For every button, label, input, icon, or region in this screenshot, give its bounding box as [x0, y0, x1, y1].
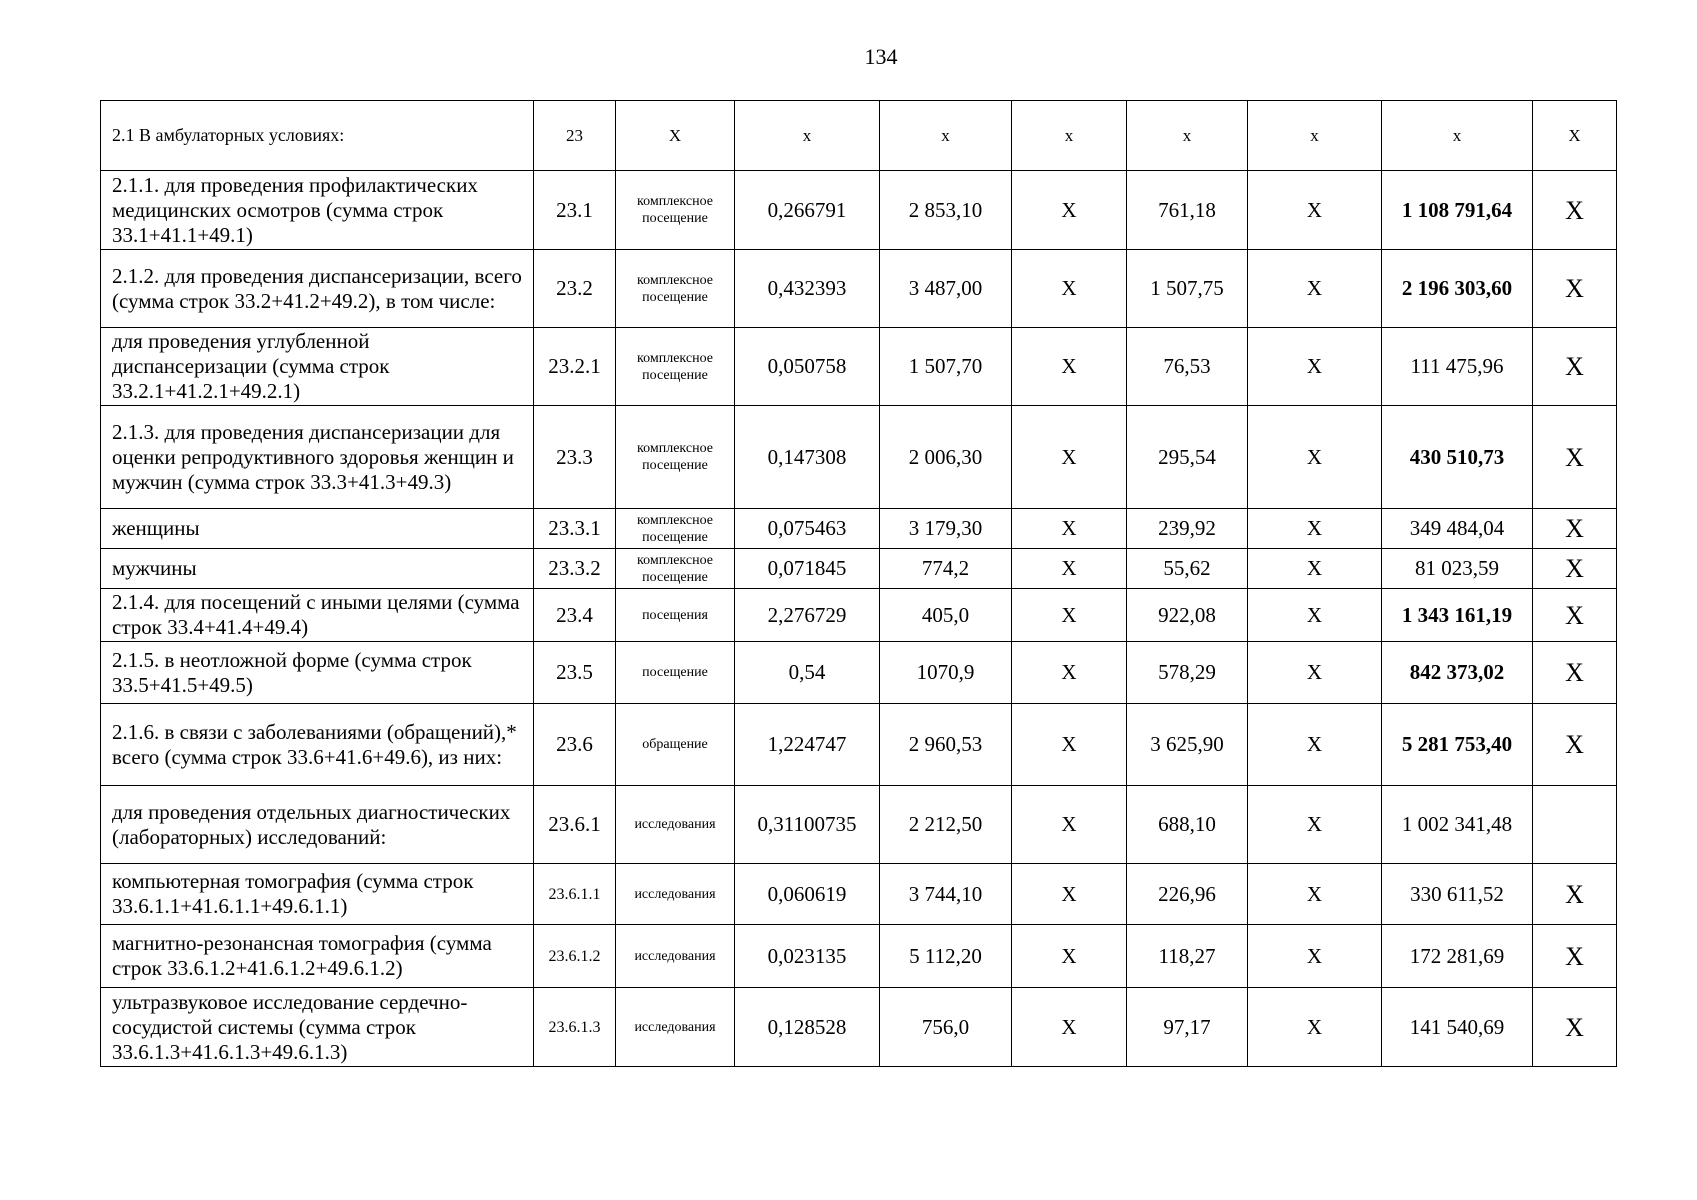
row-budget-per-capita: Х	[1012, 786, 1127, 864]
row-volume: 0,54	[735, 642, 880, 704]
row-budget-total: Х	[1248, 250, 1382, 328]
row-oms-per-capita: 76,53	[1127, 328, 1248, 406]
row-budget-total: Х	[1248, 549, 1382, 589]
row-unit: Х	[616, 101, 735, 171]
table-row	[101, 786, 1617, 864]
row-volume: 0,128528	[735, 988, 880, 1067]
row-oms-total: 349 484,04	[1382, 509, 1533, 549]
row-share	[1533, 786, 1617, 864]
row-oms-per-capita: 295,54	[1127, 406, 1248, 509]
row-share: Х	[1533, 642, 1617, 704]
row-volume: х	[735, 101, 880, 171]
row-code: 23.3.1	[534, 509, 616, 549]
row-code: 23.3	[534, 406, 616, 509]
table-row	[101, 589, 1617, 642]
page-number: 134	[864, 44, 898, 69]
row-oms-total: 1 002 341,48	[1382, 786, 1533, 864]
table-row	[101, 101, 1617, 171]
row-budget-total: Х	[1248, 925, 1382, 988]
row-oms-total: х	[1382, 101, 1533, 171]
row-cost: 774,2	[880, 549, 1012, 589]
row-budget-per-capita: Х	[1012, 988, 1127, 1067]
row-budget-total: Х	[1248, 988, 1382, 1067]
row-cost: 405,0	[880, 589, 1012, 642]
row-cost: 2 006,30	[880, 406, 1012, 509]
row-oms-total: 330 611,52	[1382, 864, 1533, 925]
row-cost: 3 744,10	[880, 864, 1012, 925]
row-volume: 0,071845	[735, 549, 880, 589]
financing-table	[100, 100, 1617, 1067]
row-oms-per-capita: 118,27	[1127, 925, 1248, 988]
row-code: 23.6.1.3	[534, 988, 616, 1067]
table-row	[101, 406, 1617, 509]
row-budget-per-capita: Х	[1012, 509, 1127, 549]
row-code: 23	[534, 101, 616, 171]
row-unit: исследования	[616, 925, 735, 988]
row-volume: 1,224747	[735, 704, 880, 786]
row-code: 23.2.1	[534, 328, 616, 406]
table-row	[101, 549, 1617, 589]
row-oms-per-capita: х	[1127, 101, 1248, 171]
row-budget-total: Х	[1248, 642, 1382, 704]
row-volume: 0,023135	[735, 925, 880, 988]
row-oms-total: 5 281 753,40	[1382, 704, 1533, 786]
row-cost: 3 179,30	[880, 509, 1012, 549]
row-code: 23.1	[534, 171, 616, 250]
row-oms-total: 430 510,73	[1382, 406, 1533, 509]
row-share: Х	[1533, 509, 1617, 549]
row-unit: комплексное посещение	[616, 406, 735, 509]
row-cost: 3 487,00	[880, 250, 1012, 328]
row-oms-total: 1 108 791,64	[1382, 171, 1533, 250]
row-code: 23.4	[534, 589, 616, 642]
row-oms-total: 172 281,69	[1382, 925, 1533, 988]
row-share: Х	[1533, 988, 1617, 1067]
row-description: для проведения углубленной диспансеризации (сумма строк 33.2.1+41.2.1+49.2.1)	[101, 328, 534, 406]
row-description: 2.1 В амбулаторных условиях:	[101, 101, 534, 171]
row-volume: 0,060619	[735, 864, 880, 925]
row-budget-per-capita: Х	[1012, 589, 1127, 642]
row-code: 23.6	[534, 704, 616, 786]
row-budget-per-capita: Х	[1012, 549, 1127, 589]
table-row	[101, 250, 1617, 328]
row-volume: 0,050758	[735, 328, 880, 406]
row-unit: комплексное посещение	[616, 509, 735, 549]
row-unit: комплексное посещение	[616, 171, 735, 250]
table-row	[101, 642, 1617, 704]
table-row	[101, 171, 1617, 250]
row-unit: посещение	[616, 642, 735, 704]
row-budget-total: Х	[1248, 171, 1382, 250]
row-unit: комплексное посещение	[616, 328, 735, 406]
row-description: 2.1.5. в неотложной форме (сумма строк 33.5+41.5+49.5)	[101, 642, 534, 704]
row-share: Х	[1533, 250, 1617, 328]
table-row	[101, 925, 1617, 988]
row-share: Х	[1533, 406, 1617, 509]
row-budget-per-capita: Х	[1012, 406, 1127, 509]
row-oms-per-capita: 578,29	[1127, 642, 1248, 704]
row-unit: комплексное посещение	[616, 549, 735, 589]
row-cost: 5 112,20	[880, 925, 1012, 988]
row-budget-total: Х	[1248, 864, 1382, 925]
row-oms-per-capita: 688,10	[1127, 786, 1248, 864]
row-budget-per-capita: Х	[1012, 864, 1127, 925]
row-share: Х	[1533, 171, 1617, 250]
row-share: Х	[1533, 864, 1617, 925]
row-volume: 0,432393	[735, 250, 880, 328]
row-oms-per-capita: 55,62	[1127, 549, 1248, 589]
row-budget-per-capita: Х	[1012, 250, 1127, 328]
row-cost: 2 960,53	[880, 704, 1012, 786]
row-oms-total: 111 475,96	[1382, 328, 1533, 406]
row-share: Х	[1533, 101, 1617, 171]
row-unit: исследования	[616, 864, 735, 925]
row-oms-per-capita: 761,18	[1127, 171, 1248, 250]
row-code: 23.6.1.1	[534, 864, 616, 925]
row-oms-per-capita: 3 625,90	[1127, 704, 1248, 786]
row-description: 2.1.6. в связи с заболеваниями (обращений),* всего (сумма строк 33.6+41.6+49.6), из них:	[101, 704, 534, 786]
row-oms-per-capita: 226,96	[1127, 864, 1248, 925]
row-budget-per-capita: Х	[1012, 704, 1127, 786]
row-oms-per-capita: 922,08	[1127, 589, 1248, 642]
row-description: 2.1.2. для проведения диспансеризации, всего (сумма строк 33.2+41.2+49.2), в том числе:	[101, 250, 534, 328]
table-row	[101, 988, 1617, 1067]
row-unit: комплексное посещение	[616, 250, 735, 328]
row-description: женщины	[101, 509, 534, 549]
row-budget-per-capita: Х	[1012, 642, 1127, 704]
row-volume: 0,075463	[735, 509, 880, 549]
row-volume: 2,276729	[735, 589, 880, 642]
row-budget-per-capita: Х	[1012, 171, 1127, 250]
row-budget-total: Х	[1248, 509, 1382, 549]
row-description: ультразвуковое исследование сердечно-сосудистой системы (сумма строк 33.6.1.3+41.6.1.3+49.6.1.3)	[101, 988, 534, 1067]
row-description: для проведения отдельных диагностических (лабораторных) исследований:	[101, 786, 534, 864]
row-code: 23.5	[534, 642, 616, 704]
row-cost: 1070,9	[880, 642, 1012, 704]
row-code: 23.6.1.2	[534, 925, 616, 988]
row-volume: 0,147308	[735, 406, 880, 509]
row-budget-total: Х	[1248, 328, 1382, 406]
table-row	[101, 509, 1617, 549]
row-code: 23.2	[534, 250, 616, 328]
row-description: компьютерная томография (сумма строк 33.6.1.1+41.6.1.1+49.6.1.1)	[101, 864, 534, 925]
row-oms-total: 842 373,02	[1382, 642, 1533, 704]
row-share: Х	[1533, 925, 1617, 988]
row-cost: 1 507,70	[880, 328, 1012, 406]
row-budget-total: х	[1248, 101, 1382, 171]
row-budget-per-capita: Х	[1012, 925, 1127, 988]
row-description: магнитно-резонансная томография (сумма строк 33.6.1.2+41.6.1.2+49.6.1.2)	[101, 925, 534, 988]
row-unit: посещения	[616, 589, 735, 642]
table-row	[101, 864, 1617, 925]
row-budget-total: Х	[1248, 589, 1382, 642]
table-row	[101, 704, 1617, 786]
row-cost: 2 212,50	[880, 786, 1012, 864]
row-description: 2.1.4. для посещений с иными целями (сумма строк 33.4+41.4+49.4)	[101, 589, 534, 642]
row-budget-per-capita: х	[1012, 101, 1127, 171]
row-cost: х	[880, 101, 1012, 171]
row-unit: исследования	[616, 988, 735, 1067]
row-oms-total: 2 196 303,60	[1382, 250, 1533, 328]
row-code: 23.3.2	[534, 549, 616, 589]
row-code: 23.6.1	[534, 786, 616, 864]
row-oms-total: 141 540,69	[1382, 988, 1533, 1067]
row-oms-per-capita: 239,92	[1127, 509, 1248, 549]
row-description: 2.1.1. для проведения профилактических медицинских осмотров (сумма строк 33.1+41.1+49.1)	[101, 171, 534, 250]
row-oms-total: 1 343 161,19	[1382, 589, 1533, 642]
row-budget-per-capita: Х	[1012, 328, 1127, 406]
row-cost: 756,0	[880, 988, 1012, 1067]
row-cost: 2 853,10	[880, 171, 1012, 250]
row-unit: обращение	[616, 704, 735, 786]
row-share: Х	[1533, 549, 1617, 589]
row-budget-total: Х	[1248, 704, 1382, 786]
row-volume: 0,266791	[735, 171, 880, 250]
row-oms-per-capita: 97,17	[1127, 988, 1248, 1067]
row-description: 2.1.3. для проведения диспансеризации для оценки репродуктивного здоровья женщин и мужчин (сумма строк 33.3+41.3+49.3)	[101, 406, 534, 509]
row-oms-per-capita: 1 507,75	[1127, 250, 1248, 328]
row-share: Х	[1533, 589, 1617, 642]
row-unit: исследования	[616, 786, 735, 864]
row-volume: 0,31100735	[735, 786, 880, 864]
row-share: Х	[1533, 328, 1617, 406]
table-row	[101, 328, 1617, 406]
row-budget-total: Х	[1248, 406, 1382, 509]
row-description: мужчины	[101, 549, 534, 589]
row-share: Х	[1533, 704, 1617, 786]
row-budget-total: Х	[1248, 786, 1382, 864]
row-oms-total: 81 023,59	[1382, 549, 1533, 589]
